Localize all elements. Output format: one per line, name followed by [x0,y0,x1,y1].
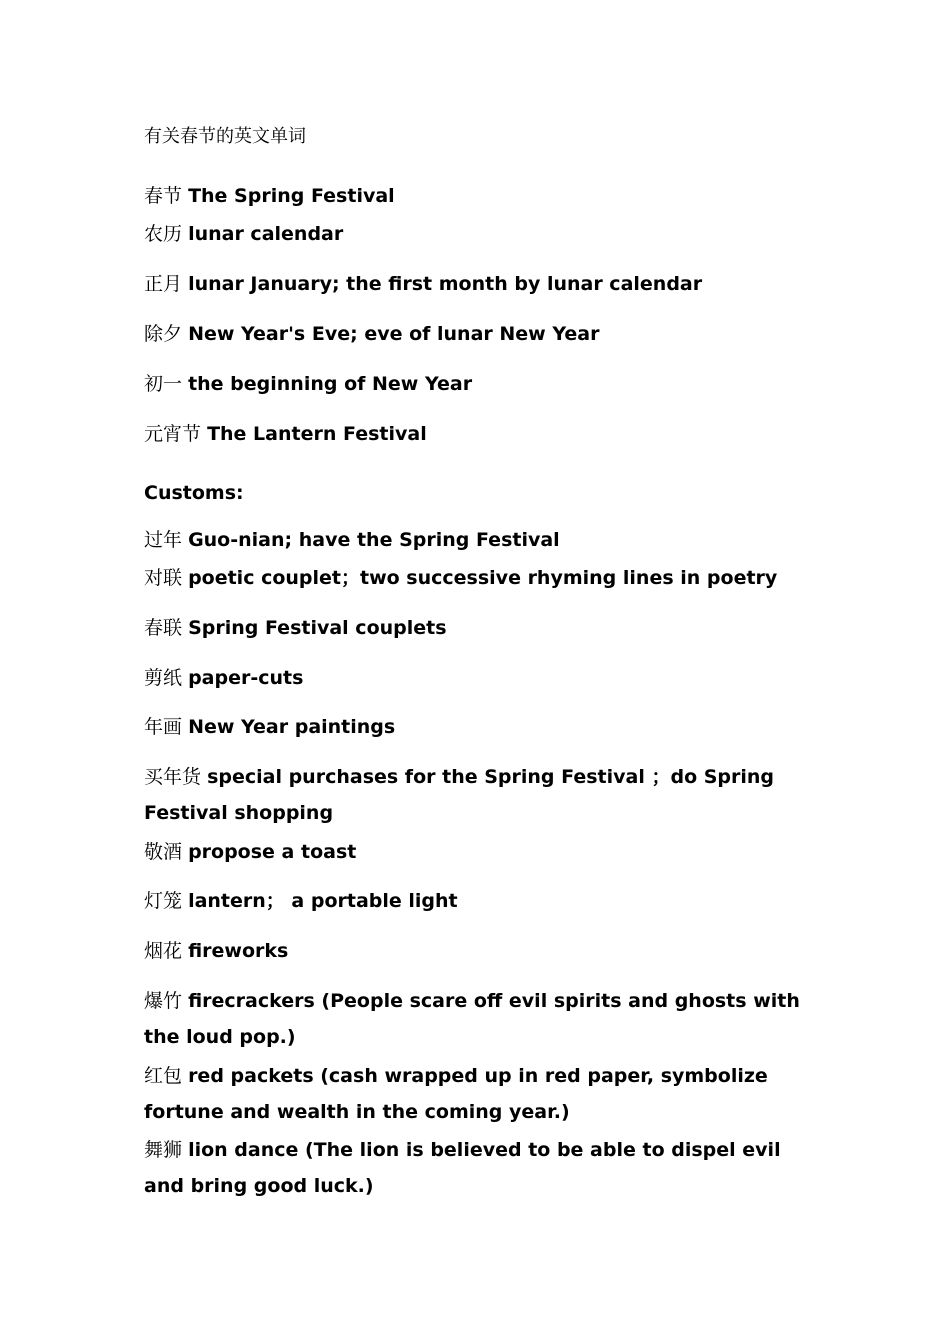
custom-entry [144,759,824,831]
custom-entry [144,660,824,696]
english-term: propose a toast [188,841,357,863]
english-term: red packets (cash wrapped up in red paper, symbolize fortune and wealth in the coming year.) [144,1065,768,1123]
english-term: poetic couplet；two successive rhyming lines in poetry [188,567,778,589]
chinese-term: 元宵节 [144,423,202,445]
vocab-entry [144,316,824,352]
chinese-term: 红包 [144,1065,183,1087]
page-title: 有关春节的英文单词 [144,126,306,147]
vocab-entry [144,266,824,302]
chinese-term: 敬酒 [144,841,183,863]
vocab-entry [144,416,824,452]
english-term: Spring Festival couplets [188,617,447,639]
english-term: lion dance (The lion is believed to be able to dispel evil and bring good luck.) [144,1139,781,1197]
chinese-term: 年画 [144,716,183,738]
chinese-term: 正月 [144,273,183,295]
vocab-entry [144,178,824,214]
chinese-term: 灯笼 [144,890,183,912]
chinese-term: 烟花 [144,940,183,962]
chinese-term: 过年 [144,529,183,551]
chinese-term: 买年货 [144,766,202,788]
chinese-term: 对联 [144,567,183,589]
chinese-term: 初一 [144,373,183,395]
english-term: New Year paintings [188,716,396,738]
english-term: firecrackers (People scare off evil spirits and ghosts with the loud pop.) [144,990,800,1048]
custom-entry [144,709,824,745]
custom-entry [144,983,824,1055]
custom-entry [144,883,824,919]
custom-entry [144,610,824,646]
english-term: paper-cuts [188,667,304,689]
english-term: The Spring Festival [188,185,395,207]
custom-entry [144,834,824,870]
english-term: fireworks [188,940,289,962]
english-term: The Lantern Festival [207,423,427,445]
custom-entry [144,560,824,596]
english-term: special purchases for the Spring Festival ；do Spring Festival shopping [144,766,775,824]
vocab-entry [144,366,824,402]
chinese-term: 剪纸 [144,667,183,689]
chinese-term: 农历 [144,223,183,245]
custom-entry [144,1058,824,1130]
custom-entry [144,933,824,969]
chinese-term: 除夕 [144,323,183,345]
chinese-term: 春联 [144,617,183,639]
english-term: New Year's Eve; eve of lunar New Year [188,323,600,345]
chinese-term: 舞狮 [144,1139,183,1161]
english-term: the beginning of New Year [188,373,473,395]
custom-entry [144,522,824,558]
chinese-term: 爆竹 [144,990,183,1012]
english-term: Guo-nian; have the Spring Festival [188,529,560,551]
english-term: lunar January; the first month by lunar calendar [188,273,703,295]
customs-heading: Customs: [144,482,244,504]
chinese-term: 春节 [144,185,183,207]
vocab-entry [144,216,824,252]
custom-entry [144,1132,824,1204]
english-term: lantern； a portable light [188,890,458,912]
english-term: lunar calendar [188,223,344,245]
